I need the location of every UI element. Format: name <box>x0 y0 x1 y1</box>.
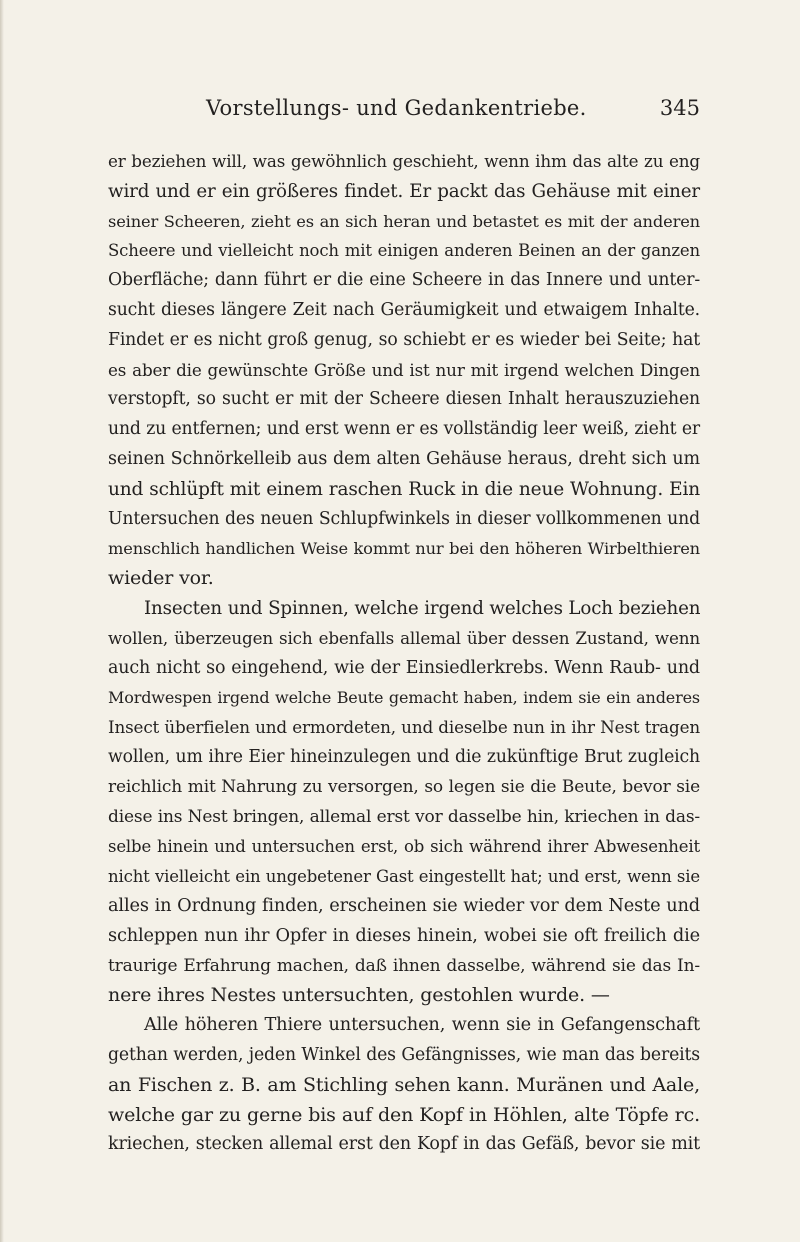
text-line: welche gar zu gerne bis auf den Kopf in Höhlen, alte Töpfe rc. <box>108 1103 700 1126</box>
text-line: wieder vor. <box>108 567 214 590</box>
page-number: 345 <box>659 96 700 120</box>
text-line: Insecten und Spinnen, welche irgend welches Loch beziehen <box>144 597 701 619</box>
text-line: wollen, um ihre Eier hineinzulegen und die zukünftige Brut zugleich <box>108 746 700 767</box>
text-line: kriechen, stecken allemal erst den Kopf in das Gefäß, bevor sie mit <box>108 1134 700 1155</box>
text-line: verstopft, so sucht er mit der Scheere diesen Inhalt herauszuziehen <box>108 389 700 410</box>
text-line: seinen Schnörkelleib aus dem alten Gehäuse heraus, dreht sich um <box>108 448 700 469</box>
text-line: Insect überfielen und ermordeten, und dieselbe nun in ihr Nest tragen <box>108 717 700 738</box>
text-line: und schlüpft mit einem raschen Ruck in die neue Wohnung. Ein <box>108 478 700 500</box>
text-line: an Fischen z. B. am Stichling sehen kann. Muränen und Aale, <box>108 1073 700 1096</box>
text-line: alles in Ordnung finden, erscheinen sie wieder vor dem Neste und <box>108 895 700 916</box>
text-line: Untersuchen des neuen Schlupfwinkels in dieser vollkommenen und <box>108 508 700 529</box>
text-line: seiner Scheeren, zieht es an sich heran und betastet es mit der anderen <box>108 211 700 231</box>
text-line: diese ins Nest bringen, allemal erst vor dasselbe hin, kriechen in das- <box>108 806 700 827</box>
page-binding-edge <box>0 0 4 1242</box>
text-line: und zu entfernen; und erst wenn er es vollständig leer weiß, zieht er <box>108 419 700 440</box>
running-head-title: Vorstellungs- und Gedankentriebe. <box>206 96 587 120</box>
text-line: sucht dieses längere Zeit nach Geräumigkeit und etwaigem Inhalte. <box>108 299 700 320</box>
text-line: gethan werden, jeden Winkel des Gefängnisses, wie man das bereits <box>108 1044 700 1065</box>
text-line: Scheere und vielleicht noch mit einigen anderen Beinen an der ganzen <box>108 241 700 261</box>
text-line: selbe hinein und untersuchen erst, ob sich während ihrer Abwesenheit <box>108 837 700 857</box>
text-line: wollen, überzeugen sich ebenfalls allemal über dessen Zustand, wenn <box>108 627 700 648</box>
text-line: es aber die gewünschte Größe und ist nur mit irgend welchen Dingen <box>108 359 700 380</box>
running-head <box>170 96 700 126</box>
text-line: nere ihres Nestes untersuchten, gestohlen wurde. — <box>108 984 610 1007</box>
text-line: wird und er ein größeres findet. Er packt das Gehäuse mit einer <box>108 180 700 202</box>
text-line: er beziehen will, was gewöhnlich geschieht, wenn ihm das alte zu eng <box>108 151 700 171</box>
text-line: schleppen nun ihr Opfer in dieses hinein, wobei sie oft freilich die <box>108 925 700 946</box>
text-line: Findet er es nicht groß genug, so schiebt er es wieder bei Seite; hat <box>108 329 700 350</box>
text-line: reichlich mit Nahrung zu versorgen, so legen sie die Beute, bevor sie <box>108 776 700 797</box>
text-line: traurige Erfahrung machen, daß ihnen dasselbe, während sie das In- <box>108 955 700 976</box>
text-line: auch nicht so eingehend, wie der Einsiedlerkrebs. Wenn Raub- und <box>108 657 700 678</box>
text-line: Oberfläche; dann führt er die eine Scheere in das Innere und unter- <box>108 270 700 291</box>
text-line: nicht vielleicht ein ungebetener Gast eingestellt hat; und erst, wenn sie <box>108 867 700 887</box>
text-line: Alle höheren Thiere untersuchen, wenn sie in Gefangenschaft <box>144 1015 700 1036</box>
body-text <box>108 147 700 1160</box>
text-line: menschlich handlichen Weise kommt nur bei den höheren Wirbelthieren <box>108 539 700 559</box>
text-line: Mordwespen irgend welche Beute gemacht haben, indem sie ein anderes <box>108 688 700 708</box>
